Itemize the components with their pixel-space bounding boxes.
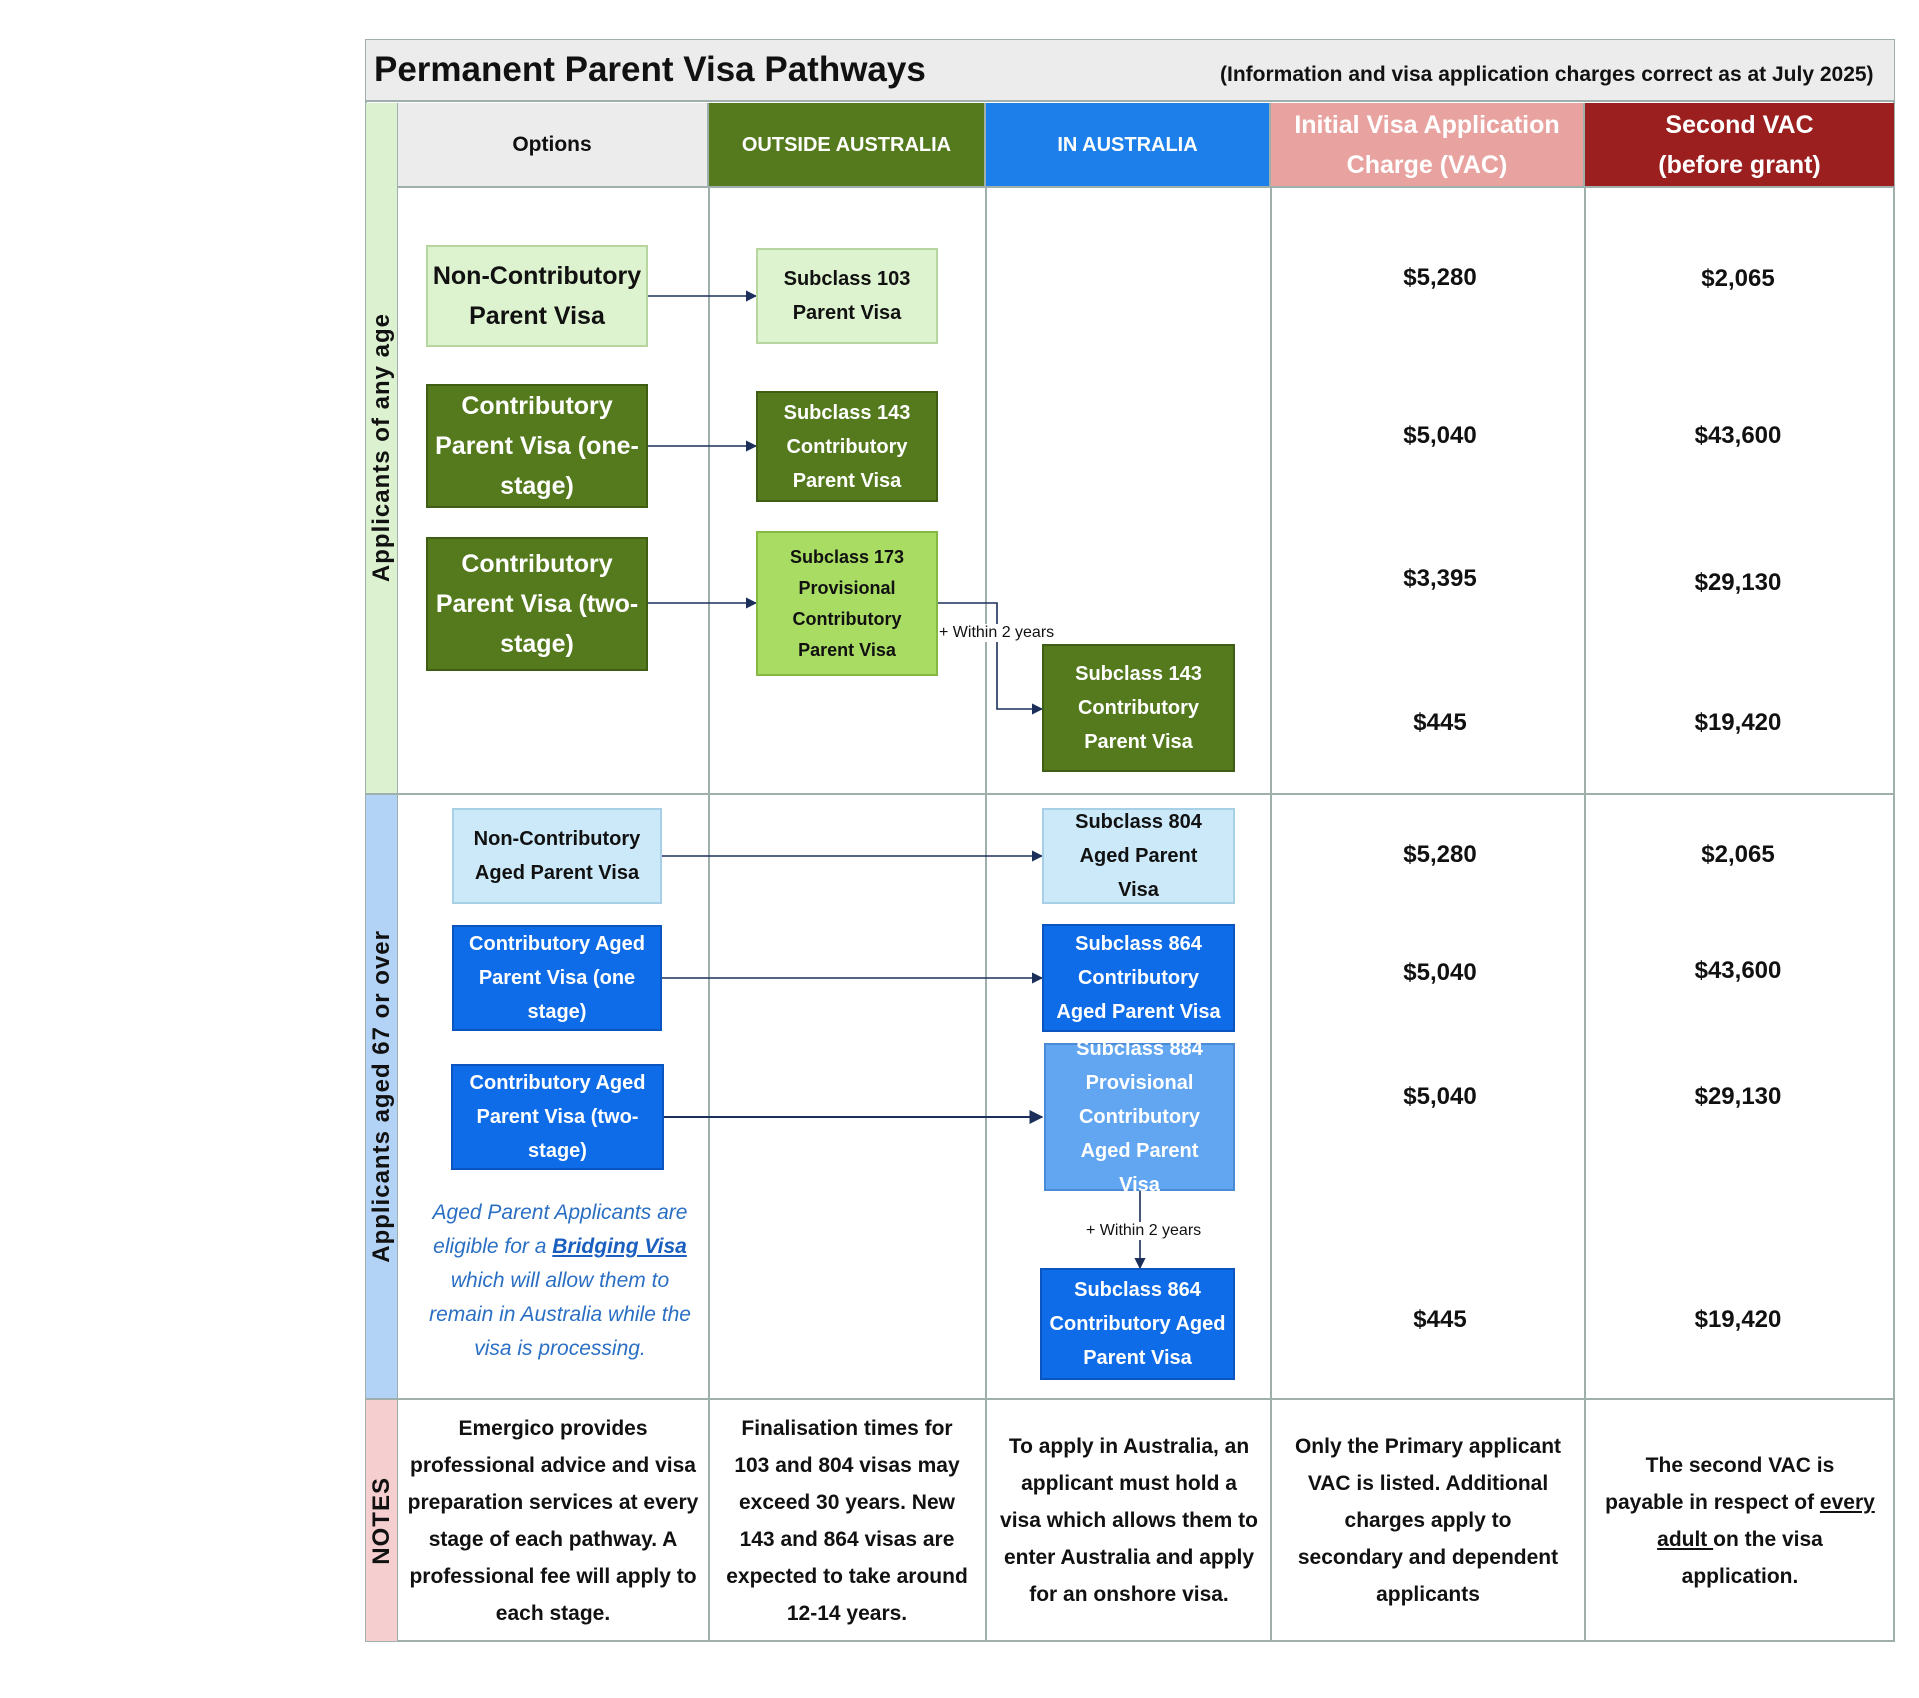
second-vac-value: $29,130 [1694, 569, 1782, 596]
second-vac-value: $2,065 [1701, 265, 1775, 292]
visa-subclass-864: Subclass 864 Contributory Aged Parent Visa [1042, 924, 1235, 1032]
option-non-contributory-parent-visa: Non-Contributory Parent Visa [426, 245, 648, 347]
initial-vac-value: $5,280 [1403, 264, 1477, 291]
header-second-vac-line2: (before grant) [1658, 151, 1821, 179]
within-2-years-label: + Within 2 years [939, 624, 1055, 641]
note-second-vac-before: The second VAC is payable in respect of [1605, 1453, 1835, 1514]
note-second-vac-after: on the visa application. [1681, 1527, 1823, 1588]
second-vac-value: $43,600 [1694, 422, 1782, 449]
row-label-any-age-text: Applicants of any age [367, 313, 395, 583]
header-second-vac-line1: Second VAC [1665, 111, 1814, 139]
note-options: Emergico provides professional advice and visa preparation services at every stage of each pathway. A professional fee will apply to each stage. [407, 1416, 699, 1625]
option-contributory-parent-visa-one-stage: Contributory Parent Visa (one-stage) [426, 384, 648, 508]
initial-vac-value: $445 [1413, 709, 1467, 736]
note-outside-australia: Finalisation times for 103 and 804 visas may exceed 30 years. New 143 and 864 visas are expected to take around 12-14 years. [726, 1416, 968, 1625]
initial-vac-value: $5,280 [1403, 841, 1477, 868]
page-title: Permanent Parent Visa Pathways [374, 50, 926, 89]
header-initial-vac: Initial Visa Application Charge (VAC) [1271, 103, 1585, 187]
visa-subclass-143-in-australia: Subclass 143 Contributory Parent Visa [1042, 644, 1235, 772]
header-options: Options [397, 103, 709, 187]
header-outside-australia: OUTSIDE AUSTRALIA [709, 103, 986, 187]
within-2-years-label: + Within 2 years [1083, 1222, 1204, 1240]
initial-vac-value: $445 [1413, 1306, 1467, 1333]
bridging-visa-note-after: which will allow them to remain in Australia while the visa is processing. [429, 1269, 691, 1360]
visa-subclass-804: Subclass 804 Aged Parent Visa [1042, 808, 1235, 904]
title-note: (Information and visa application charges correct as at July 2025) [1220, 63, 1874, 86]
note-second-vac-emphasis: every adult [1657, 1490, 1875, 1551]
second-vac-value: $19,420 [1694, 709, 1782, 736]
second-vac-value: $2,065 [1701, 841, 1775, 868]
initial-vac-value: $5,040 [1403, 422, 1477, 449]
row-label-notes-text: NOTES [367, 1476, 395, 1565]
option-contributory-aged-parent-visa-two-stage: Contributory Aged Parent Visa (two-stage) [451, 1064, 664, 1170]
initial-vac-value: $5,040 [1403, 959, 1477, 986]
visa-subclass-143: Subclass 143 Contributory Parent Visa [756, 391, 938, 502]
second-vac-value: $19,420 [1694, 1306, 1782, 1333]
row-label-aged-text: Applicants aged 67 or over [367, 930, 395, 1263]
bridging-visa-note-before: Aged Parent Applicants are eligible for a [432, 1201, 688, 1258]
note-initial-vac: Only the Primary applicant VAC is listed. Additional charges apply to secondary and dependent applicants [1294, 1435, 1562, 1606]
initial-vac-value: $3,395 [1403, 565, 1477, 592]
option-contributory-aged-parent-visa-one-stage: Contributory Aged Parent Visa (one stage) [452, 925, 662, 1031]
arrow-173-to-143-in [938, 603, 1042, 709]
second-vac-value: $43,600 [1694, 957, 1782, 984]
visa-subclass-103: Subclass 103 Parent Visa [756, 248, 938, 344]
initial-vac-value: $5,040 [1403, 1083, 1477, 1110]
visa-subclass-884: Subclass 884 Provisional Contributory Aged Parent Visa [1044, 1043, 1235, 1191]
note-second-vac [1605, 1400, 1875, 1641]
option-contributory-parent-visa-two-stage: Contributory Parent Visa (two-stage) [426, 537, 648, 671]
bridging-visa-note [420, 1196, 700, 1366]
option-non-contributory-aged-parent-visa: Non-Contributory Aged Parent Visa [452, 808, 662, 904]
second-vac-value: $29,130 [1694, 1083, 1782, 1110]
visa-subclass-173: Subclass 173 Provisional Contributory Parent Visa [756, 531, 938, 676]
bridging-visa-link[interactable]: Bridging Visa [552, 1235, 687, 1258]
header-in-australia: IN AUSTRALIA [986, 103, 1271, 187]
visa-subclass-864-second-stage: Subclass 864 Contributory Aged Parent Visa [1040, 1268, 1235, 1380]
note-in-australia: To apply in Australia, an applicant must hold a visa which allows them to enter Australia and apply for an onshore visa. [1000, 1435, 1258, 1606]
